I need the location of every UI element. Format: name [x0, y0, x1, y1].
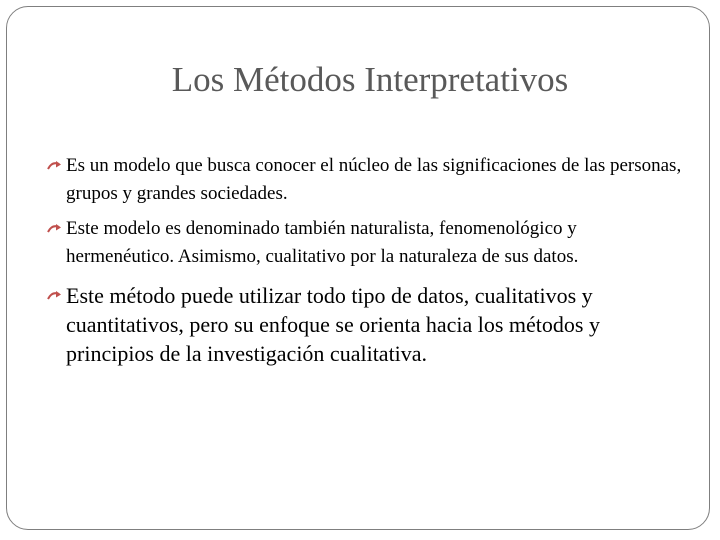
- bullet-item-1: [46, 152, 686, 208]
- bullet-text-2: Este modelo es denominado también naturalista, fenomenológico y hermenéutico. Asimismo, cualitativo por la naturaleza de sus datos.: [66, 218, 579, 267]
- bullet-item-2: [46, 215, 686, 271]
- bullet-text-1: Es un modelo que busca conocer el núcleo de las significaciones de las personas, grupos y grandes sociedades.: [66, 155, 682, 204]
- bullet-list: [46, 152, 686, 375]
- slide-title: Los Métodos Interpretativos: [171, 60, 569, 99]
- curved-arrow-bullet-icon: [46, 215, 64, 243]
- bullet-text-3: Este método puede utilizar todo tipo de datos, cualitativos y cuantitativos, pero su enfoque se orienta hacia los métodos y principios de la investigación cualitativa.: [66, 283, 600, 366]
- curved-arrow-bullet-icon: [46, 152, 64, 180]
- curved-arrow-bullet-icon: [46, 281, 64, 310]
- bullet-item-3: [46, 281, 686, 368]
